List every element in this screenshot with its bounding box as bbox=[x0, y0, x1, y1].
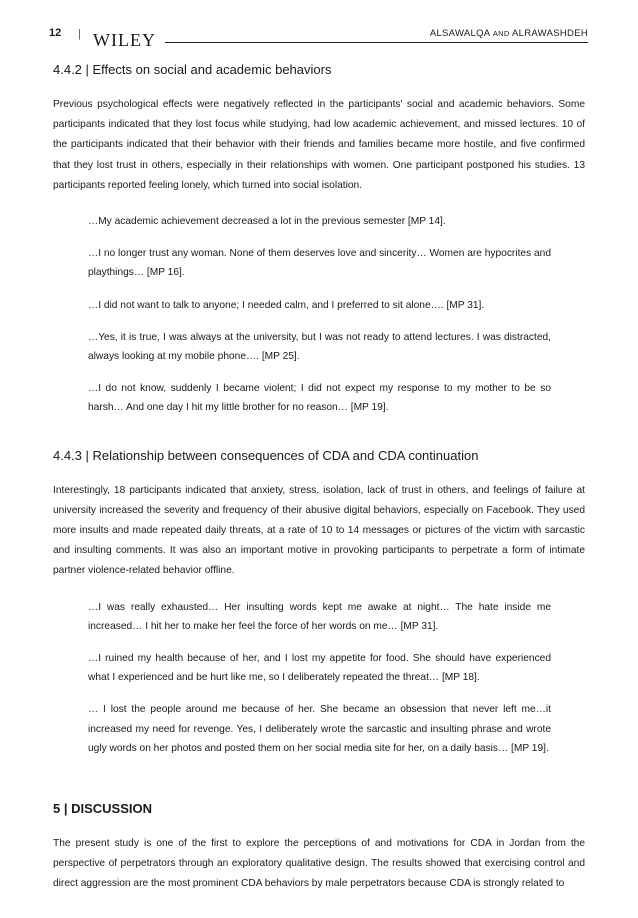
quote-block: … I lost the people around me because of her. She became an obsession that never left me…it increased my need for revenge. Yes, I deliberately wrote the sarcastic and insulting phrase and wrote ugly words on her photos and posted them on her social media site for her, on a daily basis… [MP 19]. bbox=[88, 704, 551, 754]
author-second: ALRAWASHDEH bbox=[512, 28, 588, 39]
quote-block: …I ruined my health because of her, and I lost my appetite for food. She should have experienced what I experienced and be hurt like me, so I deliberately repeated the threat… [MP 18]. bbox=[88, 653, 551, 684]
quote-block: …I do not know, suddenly I became violent; I did not expect my response to my mother to be so harsh… And one day I hit my little brother for no reason… [MP 19]. bbox=[88, 383, 551, 414]
page-header bbox=[0, 0, 638, 60]
section-heading-5: 5 | DISCUSSION bbox=[53, 801, 152, 817]
publisher-logo: WILEY bbox=[93, 30, 156, 50]
quote-block: …My academic achievement decreased a lot in the previous semester [MP 14]. bbox=[88, 216, 446, 228]
section-heading-4-4-3: 4.4.3 | Relationship between consequences of CDA and CDA continuation bbox=[53, 447, 479, 463]
quote-block: …I no longer trust any woman. None of them deserves love and sincerity… Women are hypocrites and playthings… [MP 16]. bbox=[88, 248, 552, 279]
quote-block: …I was really exhausted… Her insulting words kept me awake at night… The hate inside me increased… I hit her to make her feel the force of her words on me… [MP 31]. bbox=[88, 601, 551, 632]
quote-block: …Yes, it is true, I was always at the university, but I was not ready to attend lectures. I was distracted, always looking at my mobile phone…. [MP 25]. bbox=[88, 331, 551, 363]
author-first: ALSAWALQA bbox=[429, 28, 490, 39]
section-heading-4-4-2: 4.4.2 | Effects on social and academic behaviors bbox=[53, 62, 332, 77]
article-body bbox=[53, 62, 585, 895]
author-and: AND bbox=[492, 29, 510, 38]
page-number: 12 bbox=[49, 27, 62, 39]
section-paragraph: The present study is one of the first to explore the perceptions of and motivations for CDA in Jordan from the perspective of perpetrators through an exploratory qualitative design. The results showed that exercising control and direct aggression are the most prominent CDA behaviors by male perpetrators because CDA is strongly related to bbox=[53, 838, 585, 890]
header-separator: | bbox=[78, 28, 81, 40]
quote-block: …I did not want to talk to anyone; I needed calm, and I preferred to sit alone…. [MP 31]. bbox=[88, 299, 485, 311]
running-authors bbox=[430, 28, 588, 39]
header-rule bbox=[165, 42, 588, 43]
section-paragraph: Interestingly, 18 participants indicated that anxiety, stress, isolation, lack of trust in others, and feelings of failure at university increased the severity and frequency of their abusive digital behaviors, especially on Facebook. They used more insults and made repeated daily threats, at a rate of 10 to 14 messages or pictures of the victim with sarcastic and insulting comments. It was also an important motive in provoking participants to perpetrate a form of intimate partner violence-related behavior offline. bbox=[53, 484, 585, 577]
section-paragraph: Previous psychological effects were negatively reflected in the participants' social and academic behaviors. Some participants indicated that they lost focus while studying, had low academic achievement, and missed lectures. 10 of the participants indicated that their behavior with their friends and families became more hostile, and five confirmed that they lost trust in others, especially in their relationships with women. One participant postponed his studies. 13 participants reported feeling lonely, which turned into social isolation. bbox=[53, 99, 585, 191]
